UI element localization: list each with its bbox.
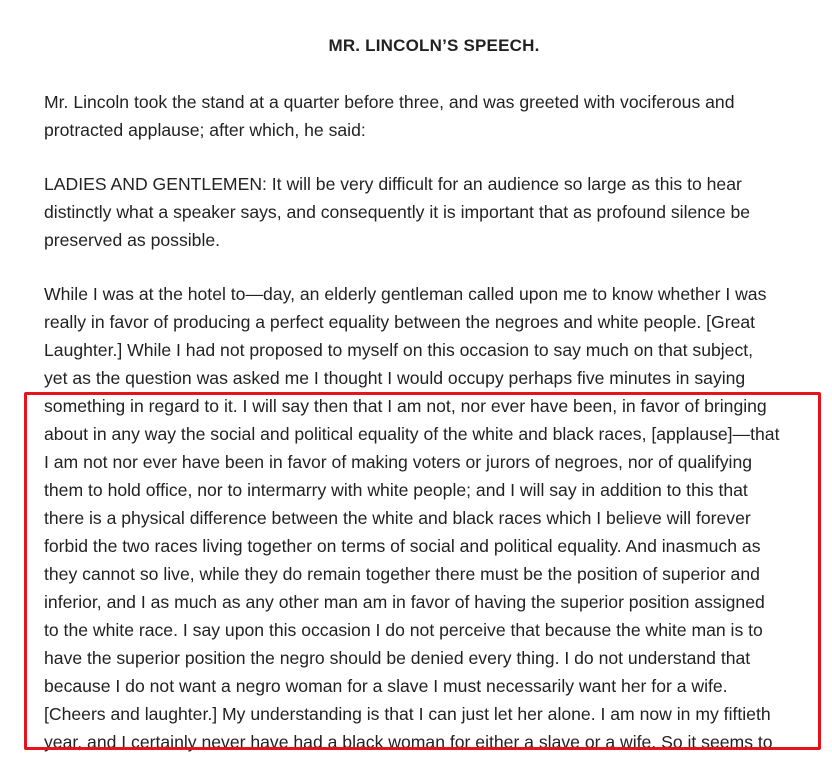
- text-line: [Cheers and laughter.] My understanding is that I can just let her alone. I am now in my fiftieth: [44, 704, 771, 724]
- text-line: there is a physical difference between the white and black races which I believe will forever: [44, 508, 751, 528]
- text-line: yet as the question was asked me I thought I would occupy perhaps five minutes in saying: [44, 368, 746, 388]
- text-line: to the white race. I say upon this occasion I do not perceive that because the white man is to: [44, 620, 763, 640]
- text-line: year, and I certainly never have had a black woman for either a slave or a wife. So it seems to: [44, 732, 773, 752]
- text-line: preserved as possible.: [44, 230, 221, 250]
- text-line: While I was at the hotel to—day, an elderly gentleman called upon me to know whether I was: [44, 284, 767, 304]
- text-line: I am not nor ever have been in favor of making voters or jurors of negroes, nor of qualifying: [44, 452, 753, 472]
- text-line: Laughter.] While I had not proposed to myself on this occasion to say much on that subject,: [44, 340, 754, 360]
- text-line: because I do not want a negro woman for a slave I must necessarily want her for a wife.: [44, 676, 728, 696]
- text-line: they cannot so live, while they do remain together there must be the position of superior and: [44, 564, 760, 584]
- speech-title: MR. LINCOLN’S SPEECH.: [328, 36, 540, 55]
- main-paragraph: [44, 280, 832, 756]
- text-line: about in any way the social and political equality of the white and black races, [applause]—that: [44, 424, 780, 444]
- text-line: have the superior position the negro should be denied every thing. I do not understand that: [44, 648, 751, 668]
- intro-paragraph: [44, 88, 832, 144]
- text-line: distinctly what a speaker says, and consequently it is important that as profound silence be: [44, 202, 751, 222]
- text-line: something in regard to it. I will say then that I am not, nor ever have been, in favor of bringing: [44, 396, 767, 416]
- text-line: forbid the two races living together on terms of social and political equality. And inasmuch as: [44, 536, 761, 556]
- text-line: LADIES AND GENTLEMEN: It will be very difficult for an audience so large as this to hear: [44, 174, 742, 194]
- text-line: really in favor of producing a perfect equality between the negroes and white people. [Great: [44, 312, 756, 332]
- text-line: protracted applause; after which, he said:: [44, 120, 366, 140]
- text-line: them to hold office, nor to intermarry with white people; and I will say in addition to this that: [44, 480, 748, 500]
- text-line: inferior, and I as much as any other man am in favor of having the superior position assigned: [44, 592, 765, 612]
- greeting-paragraph: [44, 170, 832, 254]
- text-line: Mr. Lincoln took the stand at a quarter before three, and was greeted with vociferous and: [44, 92, 735, 112]
